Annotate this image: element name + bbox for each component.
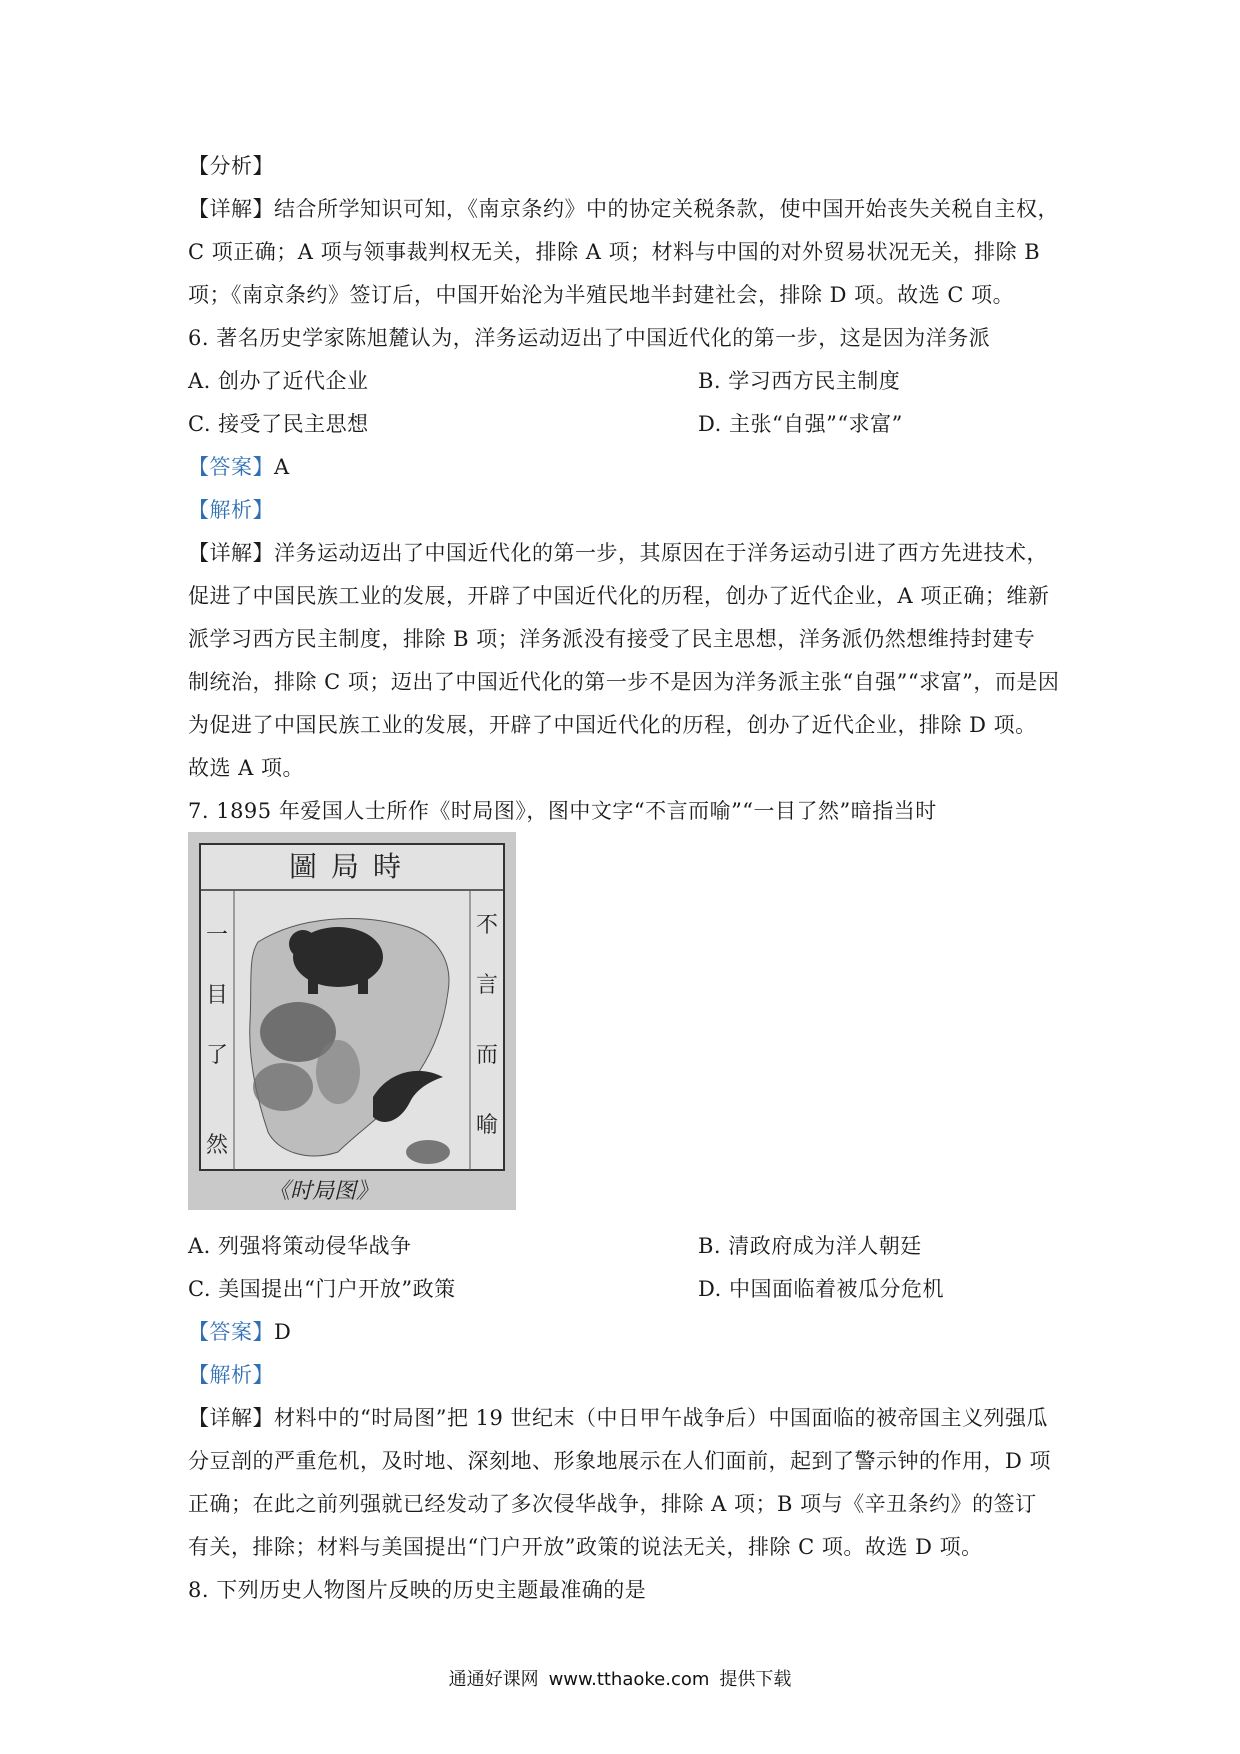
figure-right-char-4: 喻 bbox=[475, 1113, 499, 1138]
footer-suffix: 提供下载 bbox=[719, 1669, 792, 1690]
q7-answer bbox=[188, 1316, 291, 1346]
q6-option-c: C. 接受了民主思想 bbox=[188, 412, 369, 436]
prev-analysis-tag: 【分析】 bbox=[188, 154, 274, 178]
q7-answer-tag: 【答案】 bbox=[188, 1320, 274, 1344]
q7-option-a: A. 列强将策动侵华战争 bbox=[188, 1234, 412, 1258]
q7-option-c: C. 美国提出“门户开放”政策 bbox=[188, 1277, 456, 1301]
q6-detail-line-2: 促进了中国民族工业的发展，开辟了中国近代化的历程，创办了近代企业，A 项正确；维新 bbox=[188, 584, 1050, 608]
prev-detail-line-3: 项；《南京条约》签订后，中国开始沦为半殖民地半封建社会，排除 D 项。故选 C 项。 bbox=[188, 283, 1015, 307]
q6-option-a: A. 创办了近代企业 bbox=[188, 369, 369, 393]
footer-site-name: 通通好课网 bbox=[448, 1669, 539, 1690]
q7-detail-line-2: 分豆剖的严重危机，及时地、深刻地、形象地展示在人们面前，起到了警示钟的作用，D 项 bbox=[188, 1449, 1052, 1473]
shijutu-figure bbox=[188, 832, 516, 1210]
footer-url[interactable]: www.tthaoke.com bbox=[548, 1669, 710, 1690]
q6-detail-line-3: 派学习西方民主制度，排除 B 项；洋务派没有接受了民主思想，洋务派仍然想维持封建专 bbox=[188, 627, 1036, 651]
q6-answer-tag: 【答案】 bbox=[188, 455, 274, 479]
q6-detail-line-5: 为促进了中国民族工业的发展，开辟了中国近代化的历程，创办了近代企业，排除 D 项。 bbox=[188, 713, 1037, 737]
q6-option-d: D. 主张“自强”“求富” bbox=[698, 412, 903, 436]
figure-left-char-1: 一 bbox=[205, 923, 229, 948]
q7-option-d: D. 中国面临着被瓜分危机 bbox=[698, 1277, 944, 1301]
q6-detail-line-1: 【详解】洋务运动迈出了中国近代化的第一步，其原因在于洋务运动引进了西方先进技术， bbox=[188, 541, 1048, 565]
q6-stem: 6. 著名历史学家陈旭麓认为，洋务运动迈出了中国近代化的第一步，这是因为洋务派 bbox=[188, 326, 991, 350]
page-footer bbox=[0, 1665, 1240, 1691]
q7-analysis-tag: 【解析】 bbox=[188, 1363, 274, 1387]
prev-detail-line-1: 【详解】结合所学知识可知，《南京条约》中的协定关税条款，使中国开始丧失关税自主权， bbox=[188, 197, 1059, 221]
q7-detail-line-4: 有关，排除；材料与美国提出“门户开放”政策的说法无关，排除 C 项。故选 D 项。 bbox=[188, 1535, 983, 1559]
q7-detail-line-1: 【详解】材料中的“时局图”把 19 世纪末（中日甲午战争后）中国面临的被帝国主义列强瓜 bbox=[188, 1406, 1049, 1430]
q7-detail-line-3: 正确；在此之前列强就已经发动了多次侵华战争，排除 A 项；B 项与《辛丑条约》的签订 bbox=[188, 1492, 1037, 1516]
figure-left-char-4: 然 bbox=[205, 1133, 229, 1158]
figure-title: 圖局時 bbox=[288, 850, 416, 883]
q7-answer-value: D bbox=[274, 1320, 292, 1344]
q6-detail-line-6: 故选 A 项。 bbox=[188, 756, 305, 780]
shijutu-image bbox=[188, 832, 516, 1210]
q6-detail-line-4: 制统治，排除 C 项；迈出了中国近代化的第一步不是因为洋务派主张“自强”“求富”，而是因 bbox=[188, 670, 1060, 694]
q8-stem: 8. 下列历史人物图片反映的历史主题最准确的是 bbox=[188, 1578, 647, 1602]
q6-analysis-tag: 【解析】 bbox=[188, 498, 274, 522]
figure-right-char-1: 不 bbox=[475, 913, 499, 938]
q6-answer bbox=[188, 451, 290, 481]
prev-detail-line-2: C 项正确；A 项与领事裁判权无关，排除 A 项；材料与中国的对外贸易状况无关，排除 B bbox=[188, 240, 1041, 264]
figure-caption: 《时局图》 bbox=[267, 1179, 379, 1204]
figure-left-char-2: 目 bbox=[205, 983, 229, 1008]
q6-answer-value: A bbox=[274, 455, 290, 479]
figure-right-char-2: 言 bbox=[475, 973, 499, 998]
q7-option-b: B. 清政府成为洋人朝廷 bbox=[698, 1234, 922, 1258]
q6-option-b: B. 学习西方民主制度 bbox=[698, 369, 901, 393]
figure-right-char-3: 而 bbox=[475, 1043, 499, 1068]
figure-left-char-3: 了 bbox=[205, 1043, 229, 1068]
q7-stem: 7. 1895 年爱国人士所作《时局图》，图中文字“不言而喻”“一目了然”暗指当时 bbox=[188, 799, 937, 823]
